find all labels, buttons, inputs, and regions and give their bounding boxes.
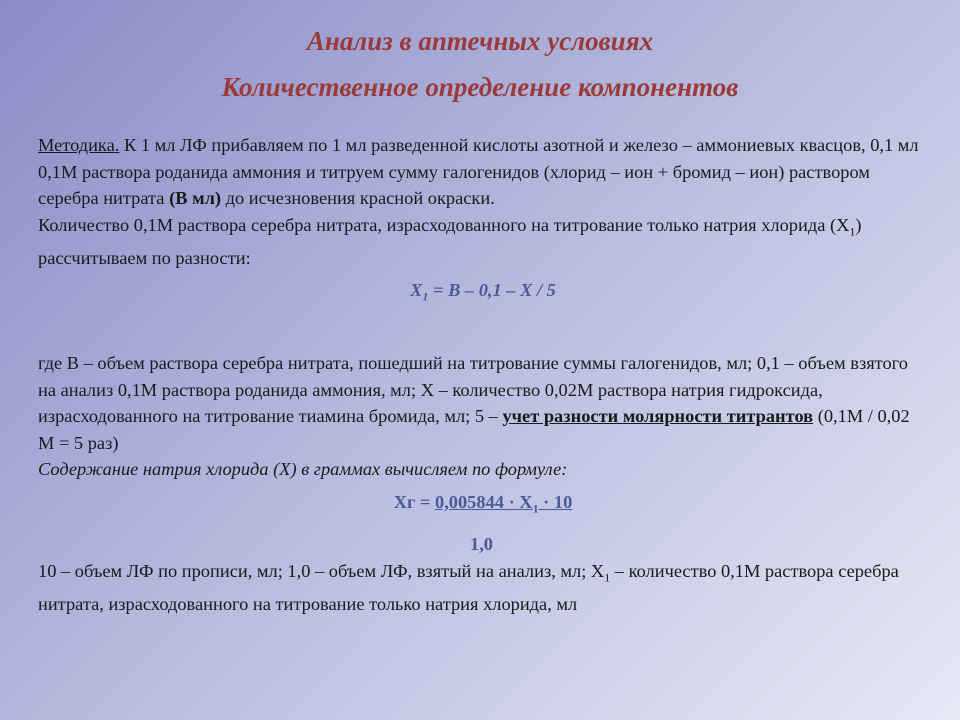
formula-xg-numerator-line xyxy=(38,489,928,522)
formula-xg-sub: 1 xyxy=(532,501,539,516)
definitions-text-2: (0,1М / 0,02 М = 5 раз) xyxy=(38,406,910,453)
legend-sub: 1 xyxy=(604,570,611,585)
formula-xg-numerator-a: 0,005844 · Х xyxy=(435,491,533,512)
definitions-text-1: где В – объем раствора серебра нитрата, пошедший на титрование суммы галогенидов, мл; 0,1 – объем взятого на анализ 0,1М раствора роданида аммония, мл; Х – количество 0,02М раствора натрия гидроксида, израсходованного на титрование тиамина бромида, мл; 5 – xyxy=(38,353,908,427)
formula-xg-lhs: Хг = xyxy=(393,491,435,512)
definitions-paragraph xyxy=(38,350,928,456)
formula-xg-denominator: 1,0 xyxy=(470,534,493,555)
formula-intro: Содержание натрия хлорида (Х) в граммах вычисляем по формуле: xyxy=(38,459,568,480)
legend-text-1: 10 – объем ЛФ по прописи, мл; 1,0 – объем ЛФ, взятый на анализ, мл; Х xyxy=(38,560,605,581)
method-bold: (В мл) xyxy=(169,188,222,208)
formula-xg-numerator xyxy=(435,491,573,516)
quantity-text-2: ) рассчитываем по разности: xyxy=(38,214,862,268)
quantity-text-1: Количество 0,1М раствора серебра нитрата, израсходованного на титрование только натрия хлорида (Х xyxy=(38,214,850,235)
slide-body xyxy=(38,132,928,617)
formula-x1-var: Х xyxy=(410,280,423,301)
slide-title-line2: Количественное определение компонентов xyxy=(221,72,739,102)
quantity-paragraph xyxy=(38,212,928,272)
formula-x1-sub: 1 xyxy=(422,289,429,304)
method-label: Методика. xyxy=(38,135,120,155)
quantity-sub: 1 xyxy=(849,224,856,239)
formula-xg-numerator-b: · 10 xyxy=(538,491,573,512)
legend-paragraph xyxy=(38,558,928,618)
method-text-2: до исчезновения красной окраски. xyxy=(221,188,495,208)
method-paragraph xyxy=(38,132,928,212)
legend-text-2: – количество 0,1М раствора серебра нитрата, израсходованного на титрование только натрия хлорида, мл xyxy=(38,560,899,614)
slide-title-line1: Анализ в аптечных условиях xyxy=(306,26,654,56)
method-text-1: К 1 мл ЛФ прибавляем по 1 мл разведенной кислоты азотной и железо – аммониевых квасцов, 0,1 мл 0,1М раствора роданида аммония и титруем сумму галогенидов (хлорид – ион + бромид – ион) раствором серебра нитрата xyxy=(38,135,919,208)
formula-x1 xyxy=(38,277,928,310)
formula-x1-rest: = В – 0,1 – Х / 5 xyxy=(428,280,556,301)
definitions-emphasis: учет разности молярности титрантов xyxy=(502,406,814,427)
